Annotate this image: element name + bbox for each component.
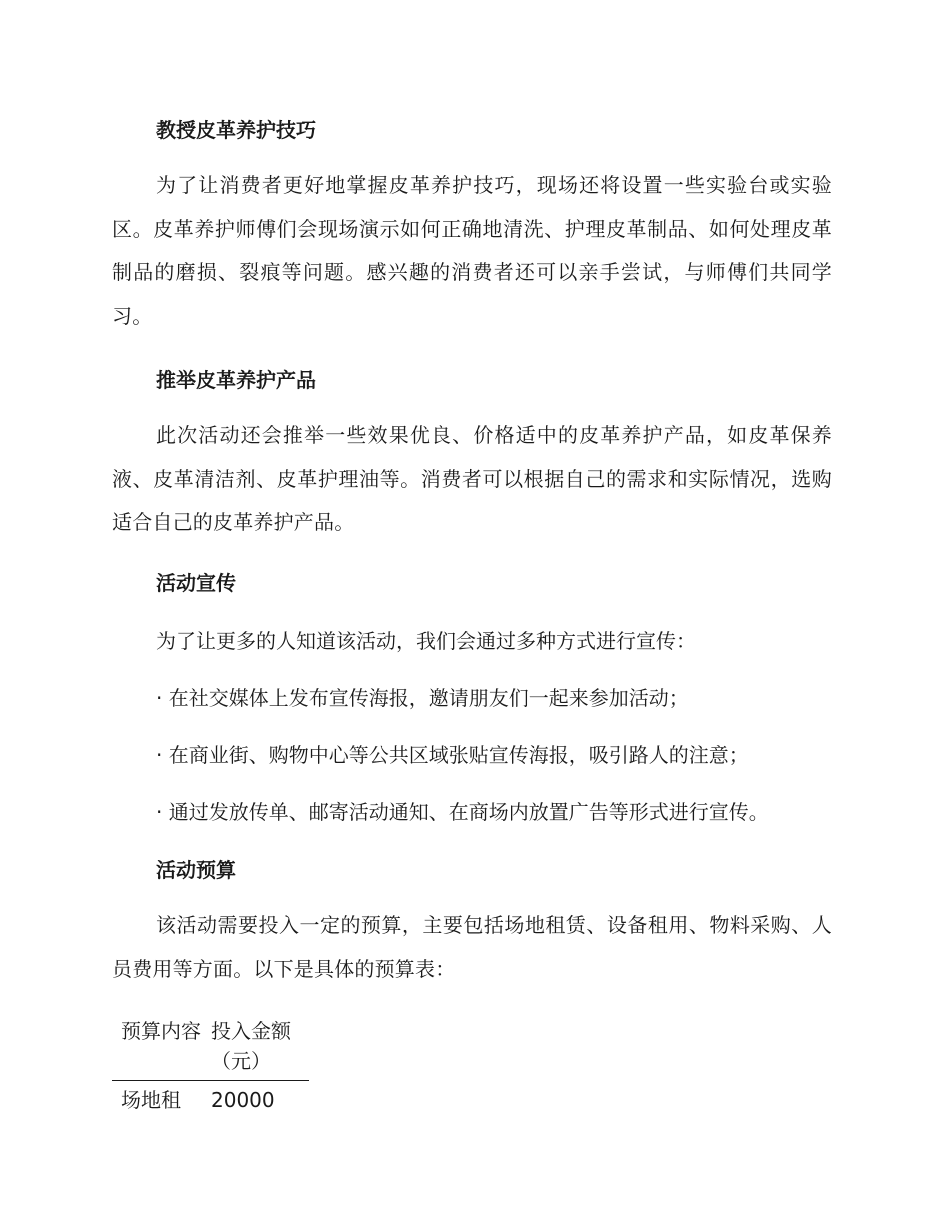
section-heading-promotion: 活动宣传 <box>156 571 236 595</box>
promotion-bullet: · 在商业街、购物中心等公共区域张贴宣传海报，吸引路人的注意； <box>156 743 749 767</box>
budget-amount-cell: 20000 <box>211 1088 275 1112</box>
budget-paragraph: 该活动需要投入一定的预算，主要包括场地租赁、设备租用、物料采购、人员费用等方面。以下是具体的预算表： <box>112 913 832 981</box>
budget-table <box>112 1014 309 1114</box>
section-heading-recommend-products: 推举皮革养护产品 <box>156 368 316 392</box>
budget-table-header-item: 预算内容 <box>121 1019 201 1043</box>
budget-item-cell: 场地租 <box>121 1088 181 1112</box>
care-skills-paragraph: 为了让消费者更好地掌握皮革养护技巧，现场还将设置一些实验台或实验区。皮革养护师傅们会现场演示如何正确地清洗、护理皮革制品、如何处理皮革制品的磨损、裂痕等问题。感兴趣的消费者还可以亲手尝试，与师傅们共同学习。 <box>112 173 832 328</box>
promotion-intro: 为了让更多的人知道该活动，我们会通过多种方式进行宣传： <box>156 629 696 653</box>
table-row <box>112 1081 309 1115</box>
recommend-products-paragraph: 此次活动还会推举一些效果优良、价格适中的皮革养护产品，如皮革保养液、皮革清洁剂、皮革护理油等。消费者可以根据自己的需求和实际情况，选购适合自己的皮革养护产品。 <box>112 423 832 534</box>
section-heading-budget: 活动预算 <box>156 858 236 882</box>
promotion-bullet: · 通过发放传单、邮寄活动通知、在商场内放置广告等形式进行宣传。 <box>156 800 769 824</box>
budget-table-header-amount: 投入金额（元） <box>211 1019 291 1073</box>
budget-table-header-row <box>112 1014 309 1081</box>
section-heading-care-skills: 教授皮革养护技巧 <box>156 118 316 142</box>
promotion-bullet: · 在社交媒体上发布宣传海报，邀请朋友们一起来参加活动； <box>156 686 689 710</box>
